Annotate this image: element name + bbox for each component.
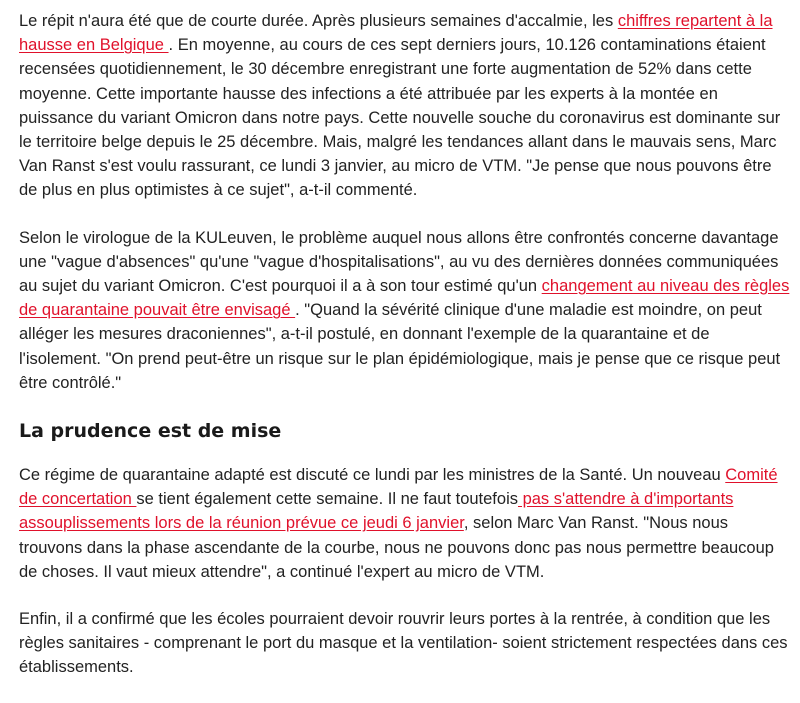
paragraph-1 [19,9,791,203]
paragraph-2 [19,226,791,395]
text-run: Le répit n'aura été que de courte durée. Après plusieurs semaines d'accalmie, les [19,12,618,30]
paragraph-4 [19,607,791,680]
text-run: Enfin, il a confirmé que les écoles pourraient devoir rouvrir leurs portes à la rentrée, à condition que les règles sanitaires - comprenant le port du masque et la ventilation- soient strictement respectées dans ces établissements. [19,610,788,677]
text-run: . En moyenne, au cours de ces sept derniers jours, 10.126 contaminations étaient recensées quotidiennement, le 30 décembre enregistrant une forte augmentation de 52% dans cette moyenne. Cette importante hausse des infections a été attribuée par les experts à la montée en puissance du variant Omicron dans notre pays. Cette nouvelle souche du coronavirus est dominante sur le territoire belge depuis le 25 décembre. Mais, malgré les tendances allant dans le mauvais sens, Marc Van Ranst s'est voulu rassurant, ce lundi 3 janvier, au micro de VTM. "Je pense que nous pouvons être de plus en plus optimistes à ce sujet", a-t-il commenté. [19,36,781,200]
article-body [19,9,791,703]
paragraph-3 [19,463,791,584]
link-chiffres-hausse[interactable]: chiffres repartent à la hausse en Belgique [19,12,773,55]
link-regles-quarantaine[interactable]: changement au niveau des règles de quarantaine pouvait être envisagé [19,277,790,320]
text-run: . "Quand la sévérité clinique d'une maladie est moindre, on peut alléger les mesures draconiennes", a-t-il postulé, en donnant l'exemple de la quarantaine et de l'isolement. "On prend peut-être un risque sur le plan épidémiologique, mais je pense que ce risque peut être contrôlé." [19,301,781,392]
text-run: , selon Marc Van Ranst. "Nous nous trouvons dans la phase ascendante de la courbe, nous ne pouvons donc pas nous permettre beaucoup de choses. Il vaut mieux attendre", a continué l'expert au micro de VTM. [19,514,774,581]
section-heading: La prudence est de mise [19,420,282,443]
text-run: se tient également cette semaine. Il ne faut toutefois [136,490,518,509]
link-comite-concertation[interactable]: Comité de concertation [19,466,778,509]
text-run: Selon le virologue de la KULeuven, le problème auquel nous allons être confrontés concerne davantage une "vague d'absences" qu'une "vague d'hospitalisations", au vu des dernières données communiquées au sujet du variant Omicron. C'est pourquoi il a à son tour estimé qu'un [19,228,779,296]
link-assouplissements[interactable]: pas s'attendre à d'importants assouplissements lors de la réunion prévue ce jeudi 6 janvier [19,490,734,533]
text-run: Ce régime de quarantaine adapté est discuté ce lundi par les ministres de la Santé. Un nouveau [19,466,726,485]
